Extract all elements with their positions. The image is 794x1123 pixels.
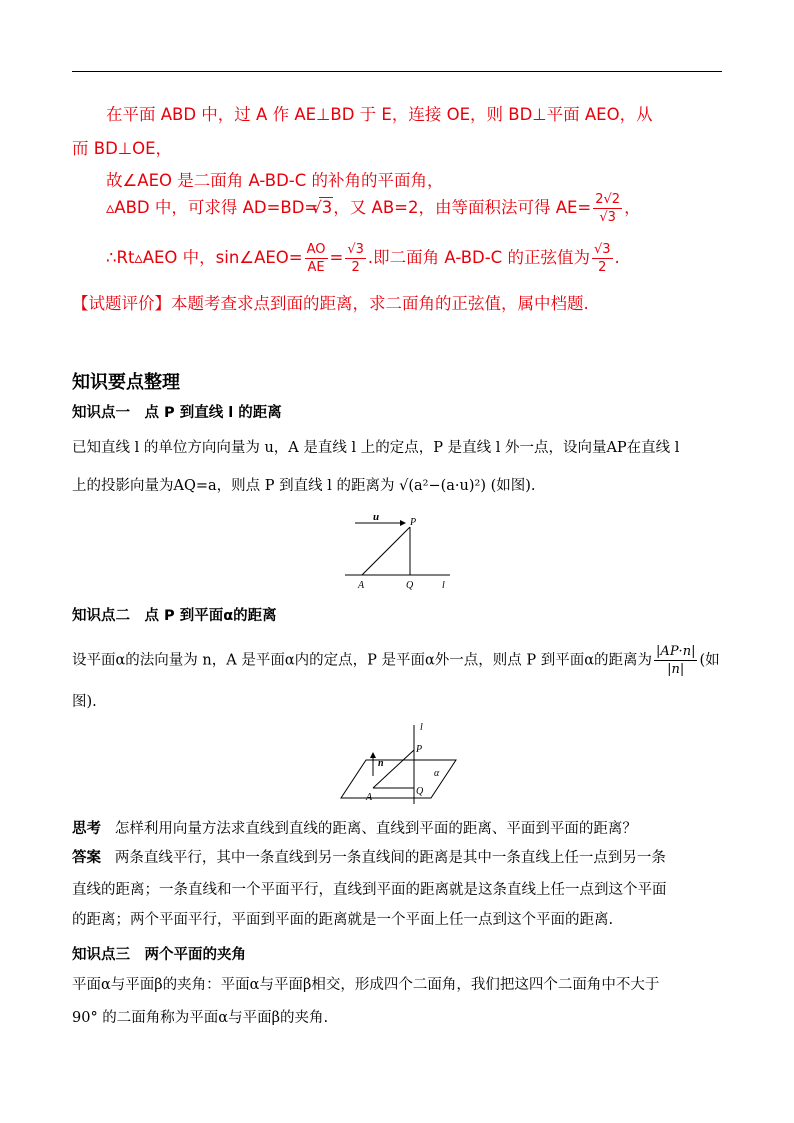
answer-line-2: 直线的距离；一条直线和一个平面平行，直线到平面的距离就是这条直线上任一点到这个平面: [72, 882, 667, 898]
label-q: Q: [406, 580, 414, 591]
think-block: [72, 815, 637, 843]
answer-line-3: 的距离；两个平面平行，平面到平面的距离就是一个平面上任一点到这个平面的距离.: [72, 912, 614, 928]
think-label: 思考: [72, 821, 101, 837]
point1-text-2: 上的投影向量为AQ=a，则点 P 到直线 l 的距离为 √(a²−(a·u)²) (如图).: [72, 478, 536, 494]
fraction-sine-value: [592, 243, 613, 274]
answer-line-1: [72, 844, 666, 872]
solution-line-3: 故∠AEO 是二面角 A-BD-C 的补角的平面角，: [106, 171, 444, 190]
answer-label: 答案: [72, 850, 101, 866]
point3-line-2: 90° 的二面角称为平面α与平面β的夹角.: [72, 1010, 329, 1026]
answer-line-1-text: 两条直线平行，其中一条直线到另一条直线间的距离是其中一条直线上任一点到另一条: [114, 850, 666, 866]
point1-title: 知识点一 点 P 到直线 l 的距离: [72, 405, 282, 421]
point3-title: 知识点三 两个平面的夹角: [72, 947, 246, 963]
solution-line-1: 在平面 ABD 中，过 A 作 AE⊥BD 于 E，连接 OE，则 BD⊥平面 AEO，从: [106, 105, 653, 124]
equals-sign: =: [329, 248, 344, 267]
fraction-ao: AO: [306, 242, 326, 257]
fraction-ae: [593, 193, 622, 224]
point2-text-2: 图).: [72, 694, 97, 710]
point2-title: 知识点二 点 P 到平面α的距离: [72, 608, 277, 624]
fraction-ae-num: 2√2: [595, 192, 621, 207]
point2-text-1-end: (如: [699, 652, 720, 669]
distance-formula: [654, 645, 697, 676]
label-q: Q: [416, 786, 424, 797]
solution-line-4-b: ，又 AB=2，由等面积法可得 AE=: [333, 198, 592, 217]
label-p: P: [416, 744, 423, 755]
fraction-ae-den: √3: [599, 210, 616, 225]
solution-line-4: [106, 193, 641, 224]
fraction-sqrt3-2: [345, 243, 366, 274]
distance-formula-num: |AP·n|: [656, 644, 696, 659]
segment-ap: [373, 750, 414, 788]
label-u: u: [373, 511, 380, 523]
solution-line-4-c: ，: [624, 198, 641, 217]
solution-line-5-b: .即二面角 A-BD-C 的正弦值为: [367, 248, 590, 267]
label-p: P: [410, 517, 417, 528]
fraction-ae-2: AE: [307, 260, 325, 275]
think-question: 怎样利用向量方法求直线到直线的距离、直线到平面的距离、平面到平面的距离？: [114, 821, 637, 837]
solution-line-5-c: .: [614, 248, 620, 267]
solution-line-4-a: ▵ABD 中，可求得 AD=BD=: [106, 198, 319, 217]
figure-point-to-plane: [336, 720, 466, 810]
fraction-sine-num: √3: [593, 242, 611, 257]
evaluation: 【试题评价】本题考查求点到面的距离，求二面角的正弦值，属中档题.: [72, 294, 589, 313]
solution-line-5-a: ∴Rt▵AEO 中，sin∠AEO=: [106, 248, 303, 267]
label-a: A: [366, 792, 373, 803]
header-rule: [72, 71, 722, 72]
solution-line-2: 而 BD⊥OE，: [72, 139, 173, 158]
figure-point-to-line: [340, 508, 460, 594]
label-l: l: [442, 580, 445, 591]
arrow-head-icon: [400, 520, 406, 526]
fraction-ao-ae: [305, 243, 328, 274]
point3-line-1: 平面α与平面β的夹角：平面α与平面β相交，形成四个二面角，我们把这四个二面角中不大于: [72, 977, 660, 993]
label-l: l: [420, 722, 423, 733]
sqrt-3: √ 3: [319, 197, 333, 217]
point2-text-1: [72, 645, 720, 676]
segment-ap: [362, 527, 410, 575]
solution-line-5: [106, 243, 620, 274]
point2-text-1-main: 设平面α的法向量为 n，A 是平面α内的定点，P 是平面α外一点，则点 P 到平面α的距离为: [72, 652, 653, 669]
fraction-sqrt3: √3: [347, 242, 364, 257]
label-alpha: α: [434, 768, 440, 779]
label-n: n: [378, 758, 384, 769]
point1-text-1: 已知直线 l 的单位方向向量为 u，A 是直线 l 上的定点，P 是直线 l 外一点，设向量AP在直线 l: [72, 440, 680, 456]
plane-alpha: [341, 760, 456, 798]
fraction-sine-den: 2: [598, 260, 607, 275]
label-a: A: [358, 580, 365, 591]
section-title: 知识要点整理: [72, 372, 180, 393]
distance-formula-den: |n|: [667, 662, 685, 677]
arrow-head-icon: [370, 752, 376, 758]
fraction-2: 2: [351, 260, 360, 275]
